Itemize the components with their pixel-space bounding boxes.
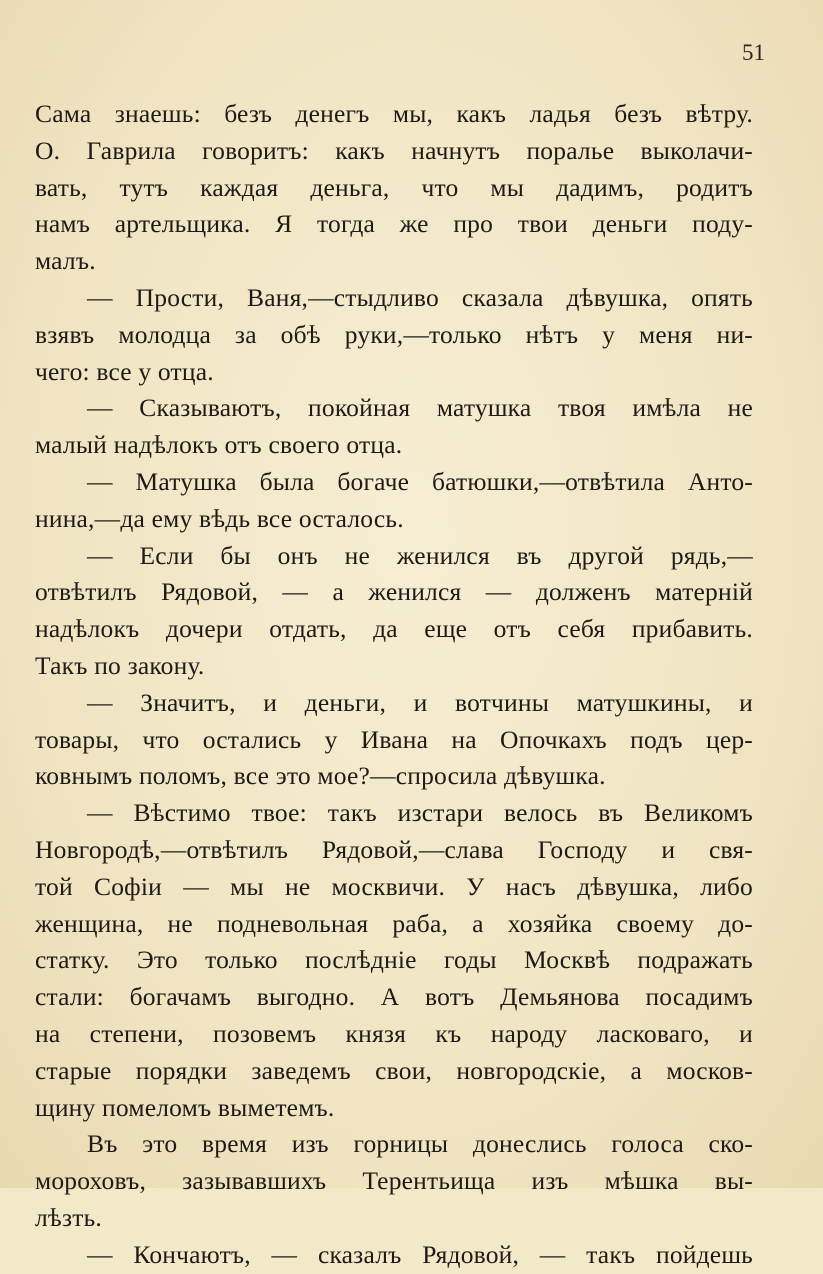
text-line: — Прости, Ваня,—стыдливо сказала дѣвушка, опять [87,282,753,312]
text-line: ковнымъ поломъ, все это мое?—спросила дѣвушка. [35,761,606,791]
text-line: малый надѣлокъ отъ своего отца. [35,430,403,460]
text-line: отвѣтилъ Рядовой, — а женился — долженъ матерній [35,577,753,607]
text-line: статку. Это только послѣдніе годы Москвѣ подражать [35,945,753,975]
text-line: взявъ молодца за обѣ руки,—только нѣтъ у меня ни- [35,319,753,349]
text-line: женщина, не подневольная раба, а хозяйка своему до- [35,908,753,938]
text-line: О. Гаврила говоритъ: какъ начнутъ поралье выколачи- [35,135,753,165]
text-line: вать, тутъ каждая деньга, что мы дадимъ, родитъ [35,172,753,202]
body-text [35,96,753,1274]
text-line: намъ артельщика. Я тогда же про твои деньги поду- [35,209,753,239]
text-line: той Софіи — мы не москвичи. У насъ дѣвушка, либо [35,871,753,901]
text-line: старые порядки заведемъ свои, новгородскіе, а москов- [35,1055,753,1085]
text-line: на степени, позовемъ князя къ народу ласковаго, и [35,1018,753,1048]
text-line: — Значитъ, и деньги, и вотчины матушкины, и [87,687,753,717]
text-line: стали: богачамъ выгодно. А вотъ Демьянова посадимъ [35,982,753,1012]
text-line: чего: все у отца. [35,356,214,386]
page-number: 51 [742,40,765,65]
text-line: Сама знаешь: безъ денегъ мы, какъ ладья безъ вѣтру. [35,99,753,128]
text-line: — Вѣстимо твое: такъ изстари велось въ Великомъ [87,798,753,828]
text-line: Новгородѣ,—отвѣтилъ Рядовой,—слава Господу и свя- [35,834,753,864]
text-line: товары, что остались у Ивана на Опочкахъ подъ цер- [35,724,753,754]
text-line: — Матушка была богаче батюшки,—отвѣтила Анто- [87,466,753,496]
text-line: лѣзть. [35,1202,102,1232]
text-line: — Сказываютъ, покойная матушка твоя имѣла не [87,393,753,423]
text-line: малъ. [35,246,96,276]
text-line: надѣлокъ дочери отдать, да еще отъ себя прибавить. [35,614,753,644]
text-line: — Если бы онъ не женился въ другой рядь,— [87,540,753,570]
text-line: Такъ по закону. [35,650,205,680]
text-line: мороховъ, зазывавшихъ Терентьища изъ мѣшка вы- [35,1166,753,1196]
text-line: щину помеломъ выметемъ. [35,1092,335,1122]
text-line: — Кончаютъ, — сказалъ Рядовой, — такъ пойдешь [87,1239,753,1269]
text-line: нина,—да ему вѣдь все осталось. [35,503,404,533]
text-line: Въ это время изъ горницы донеслись голоса ско- [87,1129,753,1159]
